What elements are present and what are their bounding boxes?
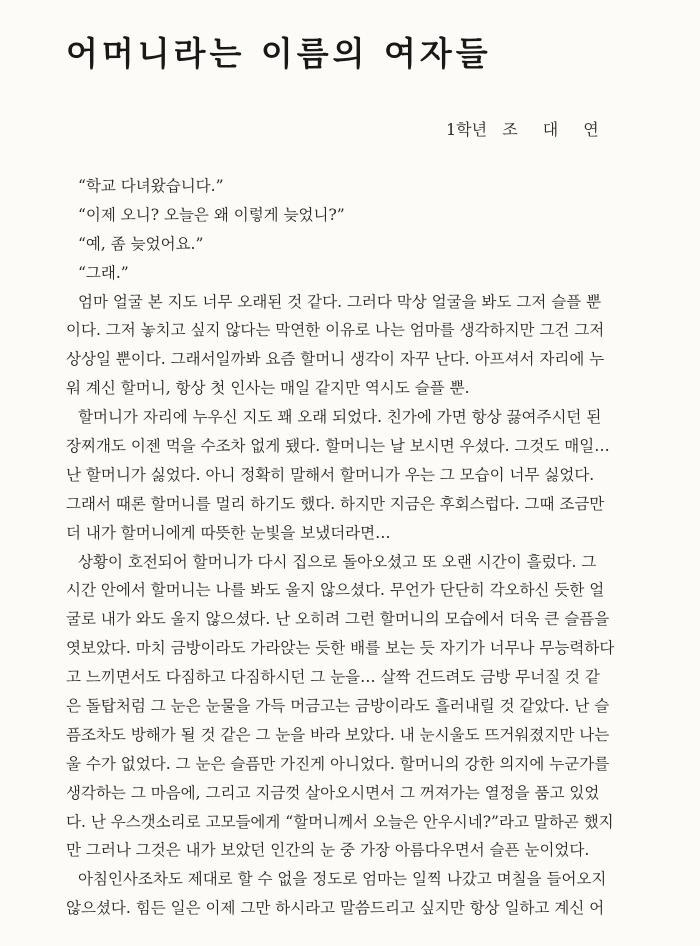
text-line: 시간 안에서 할머니는 나를 봐도 울지 않으셨다. 무언가 단단히 각오하신 듯한 얼 <box>66 581 605 600</box>
text-line: 굴로 내가 와도 울지 않으셨다. 난 오히려 그런 할머니의 모습에서 더욱 큰 슬픔을 <box>66 610 610 629</box>
text-line: 더 내가 할머니에게 따뜻한 눈빛을 보냈더라면… <box>66 523 391 542</box>
text-line: “예, 좀 늦었어요.” <box>78 234 204 253</box>
text-line: 생각하는 그 마음에, 그리고 지금껏 살아오시면서 그 꺼져가는 열정을 품고 있었 <box>66 783 600 802</box>
text-line: 이다. 그저 놓치고 싶지 않다는 막연한 이유로 나는 엄마를 생각하지만 그건 그저 <box>66 321 605 340</box>
byline <box>446 120 609 140</box>
text-line: 그래서 때론 할머니를 멀리 하기도 했다. 하지만 지금은 후회스럽다. 그때 조금만 <box>66 494 605 513</box>
author-grade: 1학년 <box>446 120 488 139</box>
essay-body <box>66 172 646 923</box>
text-line: 엿보았다. 마치 금방이라도 가라앉는 듯한 배를 보는 듯 자기가 너무나 무능력하다 <box>66 639 615 658</box>
text-line: 울 수가 없었다. 그 눈은 슬픔만 가진게 아니었다. 할머니의 강한 의지에 누군가를 <box>66 754 610 773</box>
essay-title: 어머니라는 이름의 여자들 <box>66 34 492 73</box>
author-name: 조 대 연 <box>502 120 609 139</box>
text-line: 은 돌탑처럼 그 눈은 눈물을 가득 머금고는 금방이라도 흘러내릴 것 같았다. 난 슬 <box>66 697 610 716</box>
text-line: 상황이 호전되어 할머니가 다시 집으로 돌아오셨고 또 오랜 시간이 흘렀다. 그 <box>78 552 597 571</box>
text-line: “이제 오니? 오늘은 왜 이렇게 늦었니?” <box>78 205 345 224</box>
text-line: “그래.” <box>78 263 129 282</box>
text-line: 상상일 뿐이다. 그래서일까봐 요즘 할머니 생각이 자꾸 난다. 아프셔서 자리에 누 <box>66 350 605 369</box>
text-line: 엄마 얼굴 본 지도 너무 오래된 것 같다. 그러다 막상 얼굴을 봐도 그저 슬플 뿐 <box>78 292 602 311</box>
text-line: 워 계신 할머니, 항상 첫 인사는 매일 같지만 역시도 슬플 뿐. <box>66 379 470 398</box>
text-line: 난 할머니가 싫었다. 아니 정확히 말해서 할머니가 우는 그 모습이 너무 싫었다. <box>66 465 595 484</box>
text-line: “학교 다녀왔습니다.” <box>78 177 224 195</box>
text-line: 아침인사조차도 제대로 할 수 없을 정도로 엄마는 일찍 나갔고 며칠을 들어오지 <box>78 870 607 889</box>
text-line: 고 느끼면서도 다짐하고 다짐하시던 그 눈을… 살짝 건드려도 금방 무너질 것 같 <box>66 668 600 687</box>
text-line: 픔조차도 방해가 될 것 같은 그 눈을 바라 보았다. 내 눈시울도 뜨거워졌지만 나는 <box>66 725 610 744</box>
text-line: 다. 난 우스갯소리로 고모들에게 “할머니께서 오늘은 안우시네?”라고 말하곤 했지 <box>66 812 614 831</box>
text-line: 할머니가 자리에 누우신 지도 꽤 오래 되었다. 친가에 가면 항상 끓여주시던 된 <box>78 408 602 427</box>
text-line: 장찌개도 이젠 먹을 수조차 없게 됐다. 할머니는 날 보시면 우셨다. 그것도 매일… <box>66 437 610 456</box>
text-line: 않으셨다. 힘든 일은 이제 그만 하시라고 말씀드리고 싶지만 항상 일하고 계신 어 <box>66 899 605 918</box>
text-line: 만 그러나 그것은 내가 보았던 인간의 눈 중 가장 아름다우면서 슬픈 눈이었다. <box>66 841 590 860</box>
